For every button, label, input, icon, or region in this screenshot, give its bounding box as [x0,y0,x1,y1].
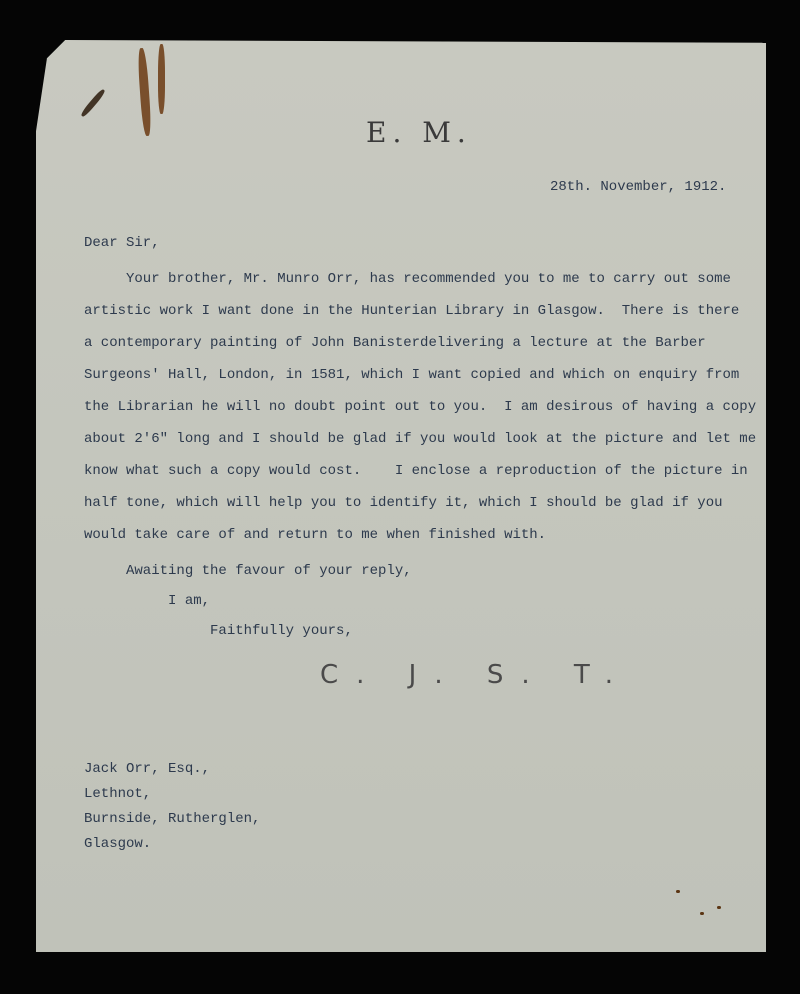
closing-line: I am, [84,593,211,609]
letter-body [84,264,756,552]
stain-speck [717,906,721,909]
body-line: the Librarian he will no doubt point out to you. I am desirous of having a copy [84,399,757,415]
body-line: Surgeons' Hall, London, in 1581, which I want copied and which on enquiry from [84,367,740,383]
signature-initials: C. J. S. T. [320,660,631,690]
letter-date: 28th. November, 1912. [550,179,727,195]
closing-line: Awaiting the favour of your reply, [84,563,412,579]
salutation: Dear Sir, [84,235,160,251]
body-line: artistic work I want done in the Hunterian Library in Glasgow. There is there [84,303,740,319]
body-line: Your brother, Mr. Munro Orr, has recommended you to me to carry out some [84,271,731,287]
body-line: would take care of and return to me when finished with. [84,527,547,543]
recipient-address [84,757,260,857]
body-line: know what such a copy would cost. I enclose a reproduction of the picture in [84,463,748,479]
address-line: Jack Orr, Esq., [84,761,211,777]
address-line: Glasgow. [84,836,152,852]
body-line: half tone, which will help you to identify it, which I should be glad if you [84,495,723,511]
address-line: Burnside, Rutherglen, [84,811,261,827]
address-line: Lethnot, [84,786,152,802]
closing-line: Faithfully yours, [84,623,353,639]
body-line: a contemporary painting of John Banisterdelivering a lecture at the Barber [84,335,706,351]
rust-stain [158,44,165,114]
stain-speck [676,890,680,893]
header-initials: E. M. [366,116,472,149]
closing [84,556,412,646]
stain-speck [700,912,704,915]
body-line: about 2'6" long and I should be glad if you would look at the picture and let me [84,431,757,447]
